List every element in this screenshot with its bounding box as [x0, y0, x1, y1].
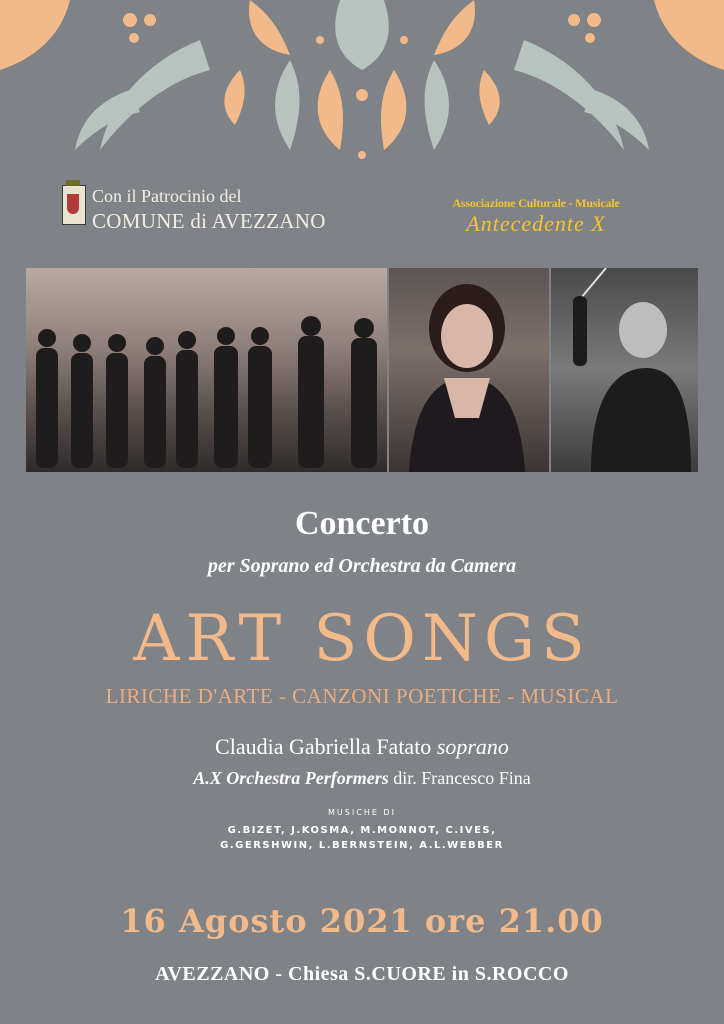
floral-ornament — [0, 0, 724, 170]
patronage-block — [62, 185, 326, 235]
avezzano-crest-icon — [62, 185, 86, 225]
composers-line1: G.BIZET, J.KOSMA, M.MONNOT, C.IVES, — [227, 825, 497, 836]
soloist-line — [0, 734, 724, 760]
orchestra-photo — [26, 268, 387, 472]
event-genres: LIRICHE D'ARTE - CANZONI POETICHE - MUSICAL — [105, 684, 619, 708]
patronage-line1: Con il Patrocinio del — [92, 186, 242, 206]
association-line1: Associazione Culturale - Musicale — [452, 196, 620, 210]
soloist-name: Claudia Gabriella Fatato — [215, 734, 432, 759]
soloist-role: soprano — [436, 734, 509, 759]
patronage-line2: COMUNE di AVEZZANO — [92, 209, 326, 233]
orchestra-director: dir. Francesco Fina — [393, 768, 531, 788]
composers-list — [0, 823, 724, 853]
association-line2: Antecedente X — [466, 211, 606, 236]
orchestra-name: A.X Orchestra Performers — [193, 768, 389, 788]
event-venue: AVEZZANO - Chiesa S.CUORE in S.ROCCO — [155, 963, 569, 985]
event-subtitle: per Soprano ed Orchestra da Camera — [207, 555, 517, 577]
soprano-photo — [389, 268, 549, 472]
association-logo — [436, 196, 636, 237]
conductor-photo — [551, 268, 698, 472]
composers-line2: G.GERSHWIN, L.BERNSTEIN, A.L.WEBBER — [220, 840, 504, 851]
photo-strip — [26, 268, 698, 472]
event-date: 16 Agosto 2021 ore 21.00 — [120, 902, 604, 940]
orchestra-line — [0, 768, 724, 789]
music-label: MUSICHE DI — [328, 808, 396, 817]
event-name: ART SONGS — [133, 602, 591, 676]
event-title: Concerto — [294, 505, 430, 542]
